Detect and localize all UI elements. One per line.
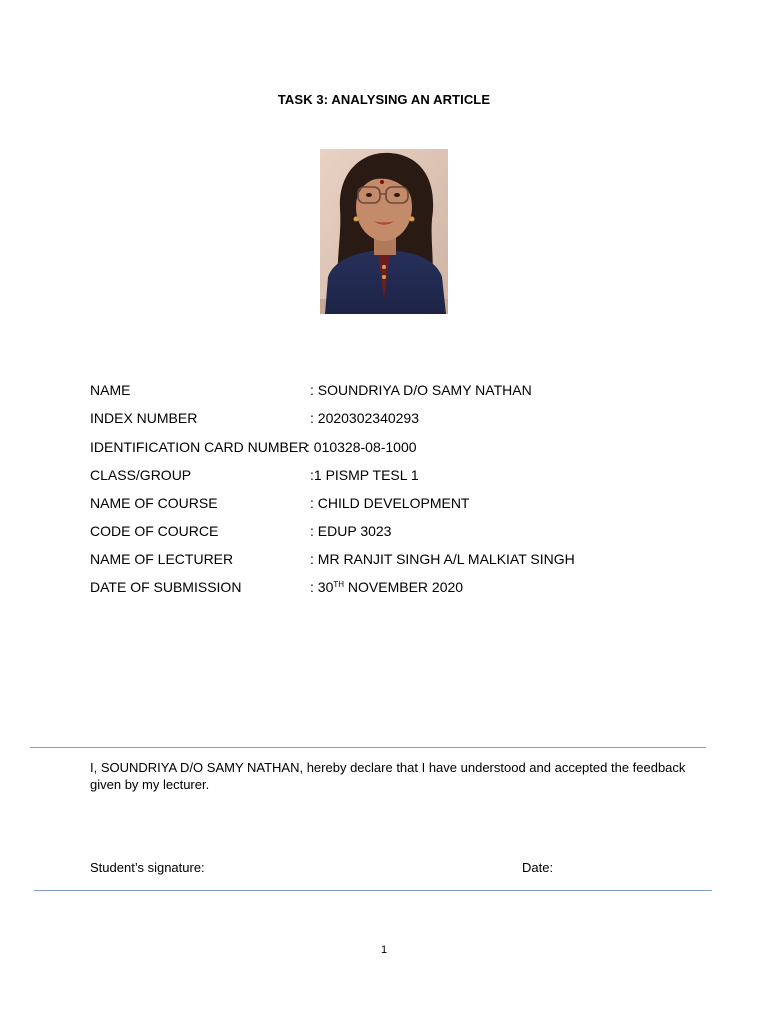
field-label: NAME <box>90 382 131 398</box>
field-label: DATE OF SUBMISSION <box>90 579 242 595</box>
field-label: NAME OF COURSE <box>90 495 218 511</box>
field-row-course-name <box>90 494 690 512</box>
date-suffix: NOVEMBER 2020 <box>344 579 464 595</box>
declaration-bottom-rule <box>34 890 712 891</box>
field-value: : 010328-08-1000 <box>306 439 417 455</box>
page-number: 1 <box>380 944 388 956</box>
field-label: CLASS/GROUP <box>90 467 192 483</box>
portrait-photo <box>320 149 448 314</box>
date-label: Date: <box>522 860 554 875</box>
field-value: : SOUNDRIYA D/O SAMY NATHAN <box>310 382 532 398</box>
date-ordinal-suffix: TH <box>333 580 345 589</box>
field-value: : CHILD DEVELOPMENT <box>310 495 470 511</box>
field-row-submission-date <box>90 578 690 596</box>
field-value <box>310 578 463 596</box>
field-row-class-group <box>90 466 690 484</box>
signature-label: Student’s signature: <box>90 860 205 875</box>
field-label: INDEX NUMBER <box>90 410 198 426</box>
field-value: :1 PISMP TESL 1 <box>310 467 419 483</box>
field-row-ic-number <box>90 438 690 456</box>
field-label: CODE OF COURCE <box>90 523 219 539</box>
field-label: IDENTIFICATION CARD NUMBER <box>90 439 309 455</box>
field-value: : MR RANJIT SINGH A/L MALKIAT SINGH <box>310 551 575 567</box>
field-row-course-code <box>90 522 690 540</box>
field-value: : EDUP 3023 <box>310 523 392 539</box>
document-title: TASK 3: ANALYSING AN ARTICLE <box>277 92 491 107</box>
field-row-name <box>90 381 690 399</box>
field-row-lecturer <box>90 550 690 568</box>
field-label: NAME OF LECTURER <box>90 551 234 567</box>
declaration-text: I, SOUNDRIYA D/O SAMY NATHAN, hereby declare that I have understood and accepted the feedback given by my lecturer. <box>90 760 686 792</box>
field-value: : 2020302340293 <box>310 410 419 426</box>
date-prefix: : 30 <box>310 579 334 595</box>
field-row-index-number <box>90 409 690 427</box>
declaration-top-rule <box>30 747 706 748</box>
